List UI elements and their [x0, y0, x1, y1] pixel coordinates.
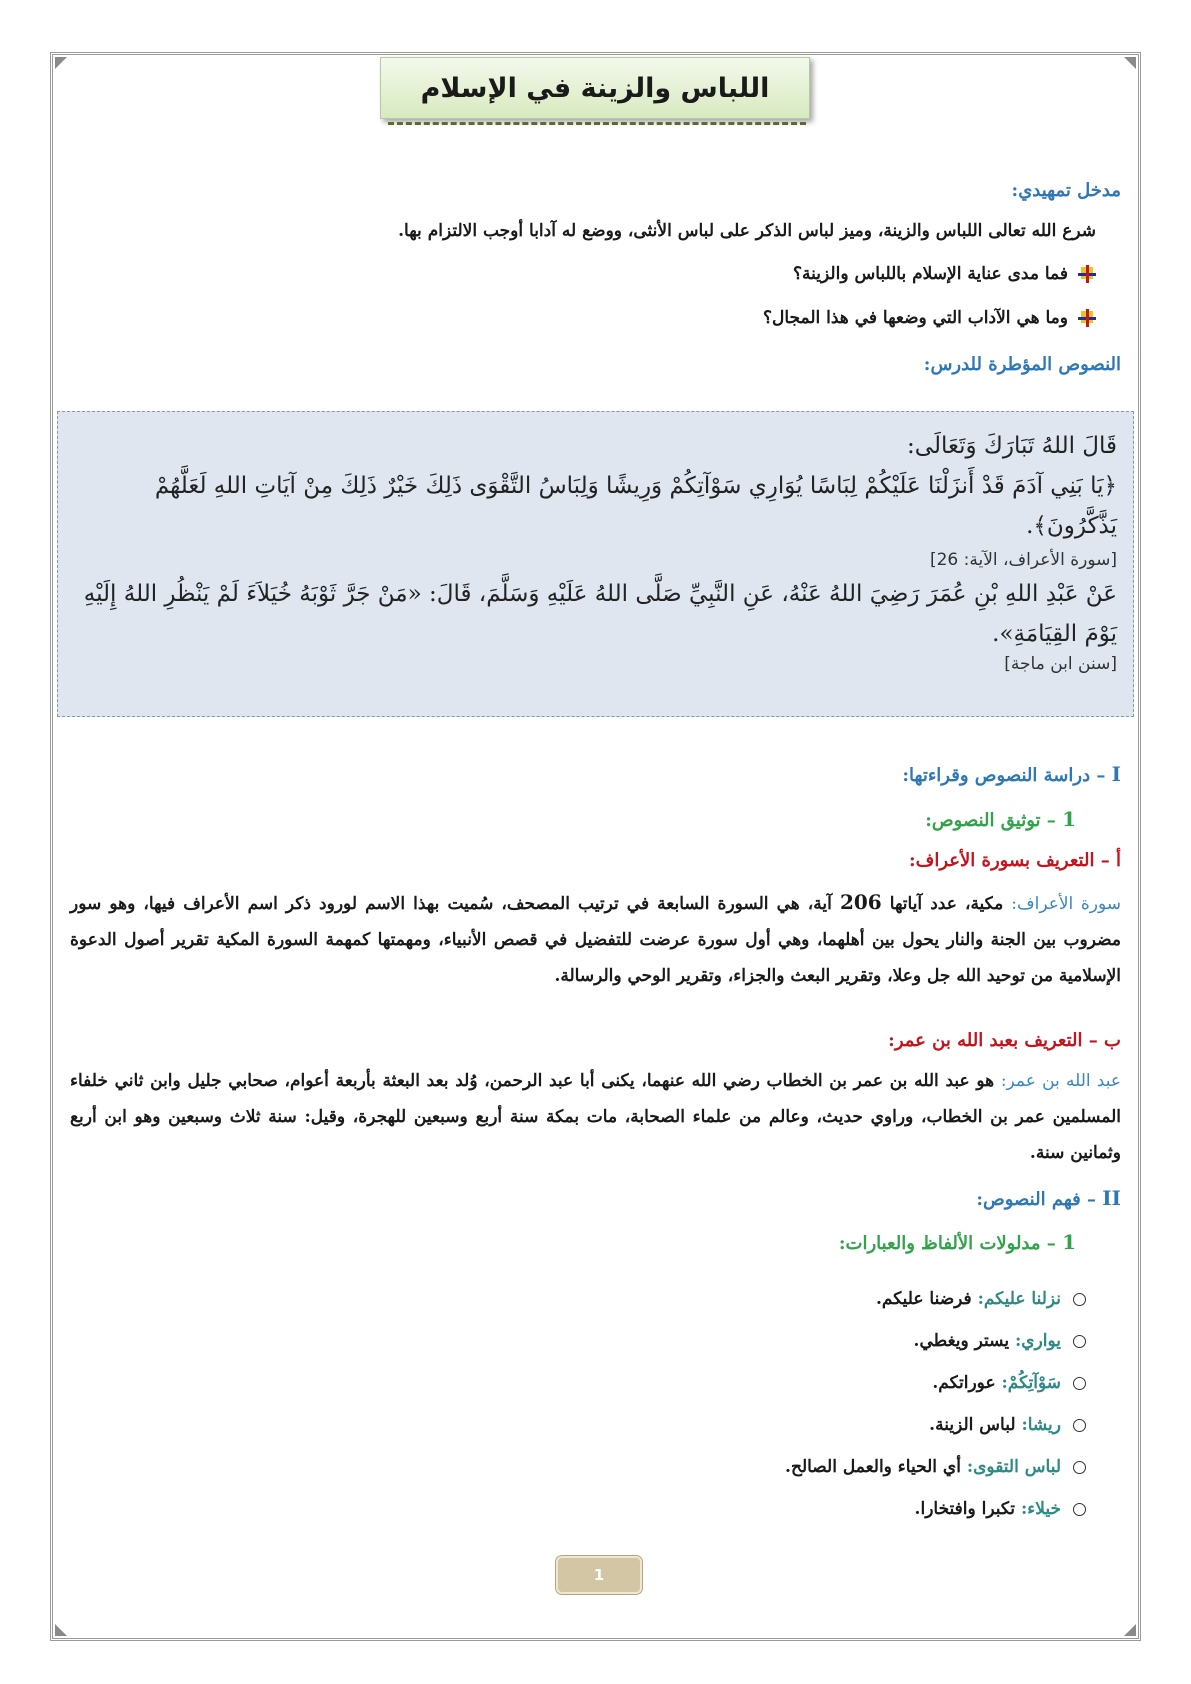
quran-verse-line2: يَذَّكَّرُونَ﴾. [1026, 513, 1117, 539]
title-underline [388, 122, 806, 125]
companion-heading: ب – التعريف بعبد الله بن عمر: [888, 1030, 1121, 1051]
corner-ornament [55, 1624, 67, 1636]
vocab-item: لباس التقوى: أي الحياء والعمل الصالح. [70, 1446, 1086, 1488]
hadith-reference: [سنن ابن ماجة] [1004, 654, 1117, 674]
vocab-item: يواري: يستر ويغطي. [70, 1320, 1086, 1362]
surah-intro-heading: أ – التعريف بسورة الأعراف: [909, 850, 1121, 871]
list-bullet-icon [1073, 1419, 1086, 1432]
section-1-1-heading: 1 – توثيق النصوص: [925, 807, 1076, 831]
section-2-heading: II – فهم النصوص: [976, 1186, 1121, 1210]
vocab-item: ريشا: لباس الزينة. [70, 1404, 1086, 1446]
intro-heading: مدخل تمهيدي: [1011, 180, 1121, 201]
bullet-icon [1078, 265, 1096, 283]
surah-paragraph: سورة الأعراف: مكية، عدد آياتها 206 آية، هي السورة السابعة في ترتيب المصحف، سُميت بهذا الاسم لورود ذكر اسم الأعراف فيها، وهو سور مضروب بين الجنة والنار يحول بين أهلهما، وهي أول سورة عرضت للتفضيل في قصص الأنبياء، ومهمتها كمهمة السورة المكية تقرير أصول الدعوة الإسلامية من توحيد الله جل وعلا، وتقرير البعث والجزاء، وتقرير الوحي والرسالة. [70, 890, 1121, 986]
quran-verse-line1: ﴿يَا بَنِي آدَمَ قَدْ أَنزَلْنَا عَلَيْكُمْ لِبَاسًا يُوَارِي سَوْآتِكُمْ وَرِيشًا وَلِبَاسُ التَّقْوَى ذَلِكَ خَيْرٌ ذَلِكَ مِنْ آيَاتِ اللهِ لَعَلَّهُمْ [154, 473, 1117, 499]
list-bullet-icon [1073, 1461, 1086, 1474]
section-1-heading: I – دراسة النصوص وقراءتها: [902, 762, 1121, 786]
verse-reference: [سورة الأعراف، الآية: 26] [929, 550, 1117, 570]
list-bullet-icon [1073, 1293, 1086, 1306]
hadith-text: عَنْ عَبْدِ اللهِ بْنِ عُمَرَ رَضِيَ اللهُ عَنْهُ، عَنِ النَّبِيِّ صَلَّى اللهُ عَلَيْهِ وَسَلَّمَ، قَالَ: «مَنْ جَرَّ ثَوْبَهُ خُيَلاَءَ لَمْ يَنْظُرِ اللهُ إِلَيْهِ يَوْمَ القِيَامَةِ». [83, 581, 1117, 647]
list-bullet-icon [1073, 1503, 1086, 1516]
vocab-item: خيلاء: تكبرا وافتخارا. [70, 1488, 1086, 1530]
companion-paragraph: عبد الله بن عمر: هو عبد الله بن عمر بن الخطاب رضي الله عنهما، يكنى أبا عبد الرحمن، وُلد بعد البعثة بأربعة أعوام، صحابي جليل وابن ثاني خلفاء المسلمين عمر بن الخطاب، وراوي حديث، وعالم من علماء الصحابة، مات بمكة سنة أربع وسبعين للهجرة، وقيل: سنة ثلاث وسبعين وهو ابن أربع وثمانين سنة. [70, 1071, 1121, 1163]
corner-ornament [1124, 57, 1136, 69]
corner-ornament [55, 57, 67, 69]
vocab-list [70, 1278, 1086, 1530]
list-bullet-icon [1073, 1335, 1086, 1348]
list-bullet-icon [1073, 1377, 1086, 1390]
source-texts-box [57, 411, 1134, 717]
vocab-item: نزلنا عليكم: فرضنا عليكم. [70, 1278, 1086, 1320]
quran-intro: قَالَ اللهُ تَبَارَكَ وَتَعَالَى: [907, 433, 1117, 459]
bullet-icon [1078, 309, 1096, 327]
intro-question: وما هي الآداب التي وضعها في هذا المجال؟ [70, 308, 1096, 328]
intro-text: شرع الله تعالى اللباس والزينة، وميز لباس الذكر على لباس الأنثى، ووضع له آدابا أوجب الالتزام بها. [398, 221, 1096, 241]
vocab-item: سَوْآتِكُمْ: عوراتكم. [70, 1362, 1086, 1404]
corner-ornament [1124, 1624, 1136, 1636]
texts-heading: النصوص المؤطرة للدرس: [923, 354, 1121, 375]
section-2-1-heading: 1 – مدلولات الألفاظ والعبارات: [838, 1230, 1076, 1254]
intro-question: فما مدى عناية الإسلام باللباس والزينة؟ [70, 264, 1096, 284]
title-box [380, 57, 810, 119]
page-title: اللباس والزينة في الإسلام [420, 72, 770, 104]
page-number: 1 [556, 1556, 642, 1594]
